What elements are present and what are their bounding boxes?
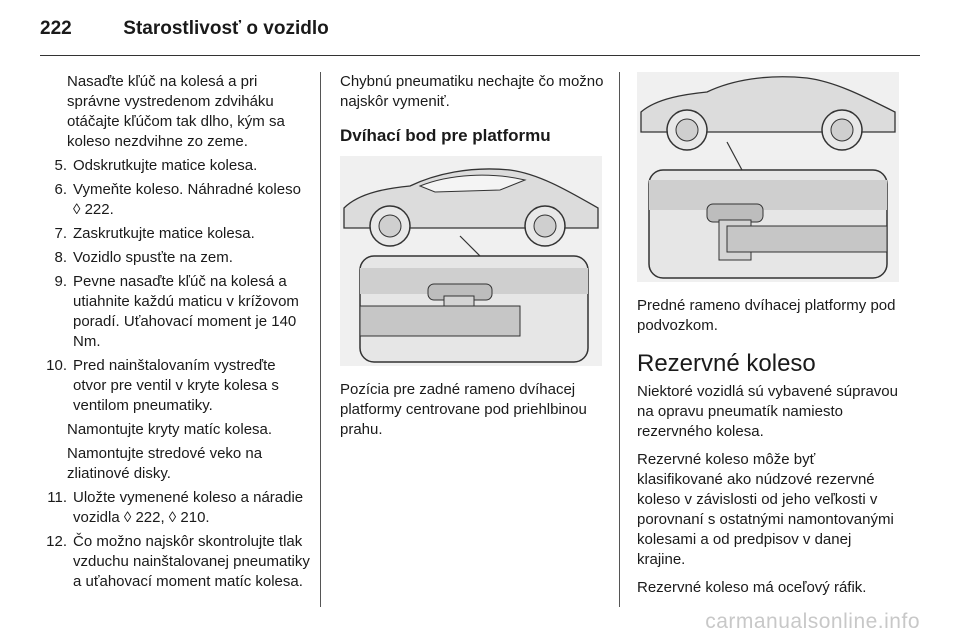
- step-number: 12.: [46, 533, 67, 550]
- step-text: Čo možno najskôr skontrolujte tlak vzduchu nainštalovanej pneumatiky a uťahovací moment matíc kolesa.: [73, 533, 310, 590]
- column-1: [40, 72, 310, 596]
- step-text: Vymeňte koleso. Náhradné koleso ◊ 222.: [73, 181, 301, 218]
- step-number: 9.: [54, 273, 67, 290]
- step-text: Pred nainštalovaním vystreďte otvor pre ventil v kryte kolesa s ventilom pneumatiky.: [73, 357, 279, 414]
- list-item: [40, 180, 310, 220]
- front-lift-point-figure: [637, 72, 899, 282]
- column-divider: [320, 72, 321, 607]
- list-item: [40, 156, 310, 176]
- step-number: 7.: [54, 225, 67, 242]
- header-rule: [40, 55, 920, 56]
- step-text: Odskrutkujte matice kolesa.: [73, 157, 258, 174]
- paragraph: Niektoré vozidlá sú vybavené súpravou na opravu pneumatík namiesto rezervného kolesa.: [637, 383, 898, 440]
- step-number: 5.: [54, 157, 67, 174]
- step-number: 10.: [46, 357, 67, 374]
- section-subheading: Dvíhací bod pre platformu: [340, 126, 551, 145]
- figure-caption: Pozícia pre zadné rameno dvíhacej platformy centrovane pod priehlbinou prahu.: [340, 381, 587, 438]
- list-item: [40, 224, 310, 244]
- list-item: [40, 272, 310, 352]
- step-subtext: Namontujte kryty matíc kolesa.: [67, 421, 273, 438]
- paragraph: Rezervné koleso má oceľový ráfik.: [637, 579, 867, 596]
- figure-caption: Predné rameno dvíhacej platformy pod podvozkom.: [637, 297, 896, 334]
- list-item: [40, 356, 310, 416]
- list-item: [40, 488, 310, 528]
- step-text: Zaskrutkujte matice kolesa.: [73, 225, 255, 242]
- step-text: Uložte vymenené koleso a náradie vozidla ◊ 222, ◊ 210.: [73, 489, 304, 526]
- column-3: [637, 72, 902, 606]
- step-text: Vozidlo spusťte na zem.: [73, 249, 233, 266]
- step-number: 6.: [54, 181, 67, 198]
- step-continuation: Nasaďte kľúč na kolesá a pri správne vystredenom zdviháku otáčajte kľúčom tak dlho, kým sa koleso nezdvihne zo zeme.: [67, 73, 285, 150]
- page-number: 222: [40, 18, 72, 39]
- step-subtext: Namontujte stredové veko na zliatinové disky.: [67, 445, 263, 482]
- list-item: [40, 248, 310, 268]
- intro-text: Chybnú pneumatiku nechajte čo možno najskôr vymeniť.: [340, 73, 604, 110]
- list-item: [40, 532, 310, 592]
- step-number: 8.: [54, 249, 67, 266]
- page-title: Starostlivosť o vozidlo: [123, 18, 329, 39]
- rear-lift-point-figure: [340, 156, 602, 366]
- step-text: Pevne nasaďte kľúč na kolesá a utiahnite každú maticu v krížovom poradí. Uťahovací moment je 140 Nm.: [73, 273, 299, 350]
- page-header: [40, 18, 329, 40]
- paragraph: Rezervné koleso môže byť klasifikované ako núdzové rezervné koleso v závislosti od jeho veľkosti v porovnaní s ostatnými namontovanými kolesami a od predpisov v danej krajine.: [637, 451, 894, 568]
- section-heading: Rezervné koleso: [637, 350, 816, 377]
- step-number: 11.: [47, 489, 67, 506]
- column-2: [340, 72, 605, 448]
- watermark: carmanualsonline.info: [705, 610, 920, 633]
- column-divider: [619, 72, 620, 607]
